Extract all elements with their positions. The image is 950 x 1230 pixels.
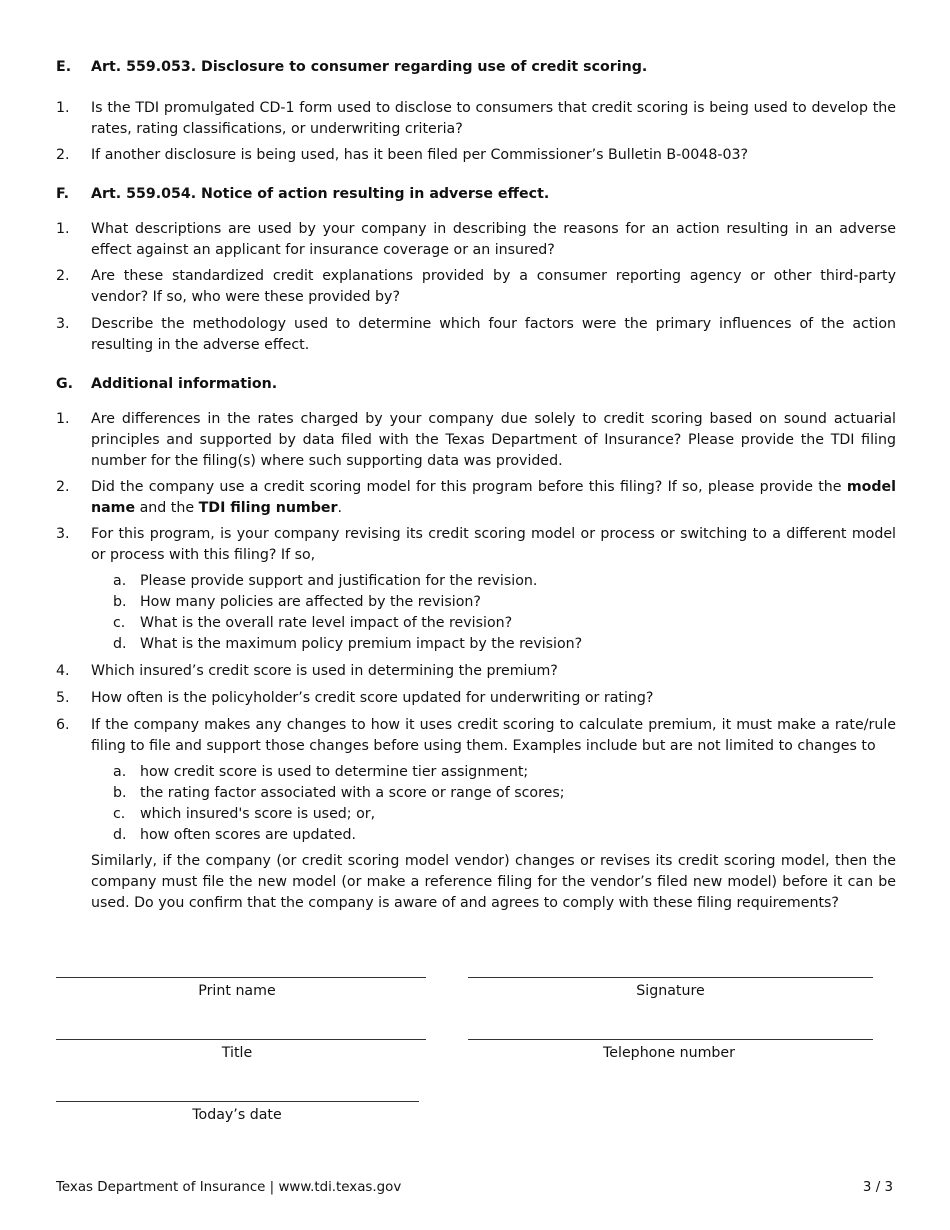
item-text: If the company makes any changes to how it uses credit scoring to calculate premium, it must make a rate/rule filing to file and support those changes before using them. Examples include but are not limited to changes to: [91, 717, 896, 754]
list-item: [56, 314, 896, 356]
list-item: [56, 266, 896, 308]
sub-item-letter: a.: [113, 764, 127, 780]
todays-date-field[interactable]: [56, 1101, 419, 1102]
item-number: 3.: [56, 316, 70, 332]
item-number: 2.: [56, 479, 70, 495]
item-text: Which insured’s credit score is used in determining the premium?: [91, 663, 558, 679]
title-field[interactable]: [56, 1039, 426, 1040]
item-number: 2.: [56, 268, 70, 284]
section-title: Art. 559.053. Disclosure to consumer regarding use of credit scoring.: [91, 59, 648, 75]
signature-field[interactable]: [468, 977, 873, 978]
section-title: Additional information.: [91, 376, 278, 392]
list-item: [56, 98, 896, 140]
sub-item-text: What is the overall rate level impact of the revision?: [140, 615, 513, 631]
item-number: 4.: [56, 663, 70, 679]
sub-item-text: how credit score is used to determine tier assignment;: [140, 764, 529, 780]
item-number: 3.: [56, 526, 70, 542]
section-title: Art. 559.054. Notice of action resulting in adverse effect.: [91, 186, 550, 202]
sub-list-item: [113, 762, 813, 783]
item-number: 2.: [56, 147, 70, 163]
todays-date-label: Today’s date: [192, 1107, 282, 1123]
sub-item-letter: c.: [113, 806, 126, 822]
sub-item-letter: d.: [113, 636, 127, 652]
item-number: 6.: [56, 717, 70, 733]
section-letter: E.: [56, 59, 72, 75]
item-number: 1.: [56, 100, 70, 116]
item-number: 5.: [56, 690, 70, 706]
footer-org: Texas Department of Insurance | www.tdi.texas.gov: [56, 1180, 402, 1195]
page-number: 3 / 3: [862, 1180, 893, 1195]
print-name-field[interactable]: [56, 977, 426, 978]
telephone-label: Telephone number: [603, 1045, 735, 1061]
sub-list-item: [113, 571, 813, 592]
item-text: [91, 477, 896, 519]
sub-list-item: [113, 804, 813, 825]
telephone-field[interactable]: [468, 1039, 873, 1040]
item-text-part: and the: [135, 499, 199, 516]
item-text: Is the TDI promulgated CD-1 form used to disclose to consumers that credit scoring is being used to develop the rates, rating classifications, or underwriting criteria?: [91, 100, 896, 137]
sub-item-text: What is the maximum policy premium impact by the revision?: [140, 636, 583, 652]
model-name-emphasis: model name: [91, 479, 896, 516]
print-name-label: Print name: [198, 983, 276, 999]
list-item: [56, 409, 896, 471]
list-item: [56, 145, 896, 166]
item-text: If another disclosure is being used, has it been filed per Commissioner’s Bulletin B-0048-03?: [91, 147, 749, 163]
closing-paragraph: Similarly, if the company (or credit scoring model vendor) changes or revises its credit scoring model, then the company must file the new model (or make a reference filing for the vendor’s filed new model) before it can be used. Do you confirm that the company is aware of and agrees to comply with these filing requirements?: [91, 853, 896, 911]
section-letter: F.: [56, 186, 69, 202]
list-item: [56, 477, 896, 519]
sub-item-letter: d.: [113, 827, 127, 843]
section-letter: G.: [56, 376, 74, 392]
item-text: Are differences in the rates charged by your company due solely to credit scoring based on sound actuarial principles and supported by data filed with the Texas Department of Insurance? Please provide the TDI filing number for the filing(s) where such supporting data was provided.: [91, 411, 896, 469]
item-text-part: .: [337, 499, 342, 516]
item-text: What descriptions are used by your company in describing the reasons for an action resulting in an adverse effect against an applicant for insurance coverage or an insured?: [91, 221, 896, 258]
sub-item-letter: b.: [113, 594, 127, 610]
tdi-filing-number-emphasis: TDI filing number: [198, 499, 338, 516]
list-item: [56, 715, 896, 757]
sub-list-item: [113, 613, 813, 634]
sub-list-item: [113, 783, 813, 804]
signature-label: Signature: [636, 983, 705, 999]
list-item: [56, 688, 896, 709]
sub-item-letter: b.: [113, 785, 127, 801]
title-label: Title: [221, 1045, 253, 1061]
sub-item-letter: c.: [113, 615, 126, 631]
item-text: Are these standardized credit explanations provided by a consumer reporting agency or other third-party vendor? If so, who were these provided by?: [91, 268, 896, 305]
list-item: [56, 661, 896, 682]
sub-item-text: Please provide support and justification for the revision.: [140, 573, 538, 589]
item-text: For this program, is your company revising its credit scoring model or process or switching to a different model or process with this filing? If so,: [91, 526, 896, 563]
item-number: 1.: [56, 411, 70, 427]
item-text-part: Did the company use a credit scoring model for this program before this filing? If so, please provide the: [91, 479, 847, 495]
sub-list-item: [113, 825, 813, 846]
sub-item-text: how often scores are updated.: [140, 827, 356, 843]
sub-item-text: How many policies are affected by the revision?: [140, 594, 481, 610]
list-item: [56, 219, 896, 261]
sub-item-letter: a.: [113, 573, 127, 589]
item-number: 1.: [56, 221, 70, 237]
sub-list-item: [113, 592, 813, 613]
item-text: How often is the policyholder’s credit score updated for underwriting or rating?: [91, 690, 654, 706]
sub-item-text: the rating factor associated with a score or range of scores;: [140, 785, 565, 801]
item-text: Describe the methodology used to determine which four factors were the primary influences of the action resulting in the adverse effect.: [91, 316, 896, 353]
sub-item-text: which insured's score is used; or,: [140, 806, 376, 822]
list-item: [56, 524, 896, 566]
sub-list-item: [113, 634, 813, 655]
